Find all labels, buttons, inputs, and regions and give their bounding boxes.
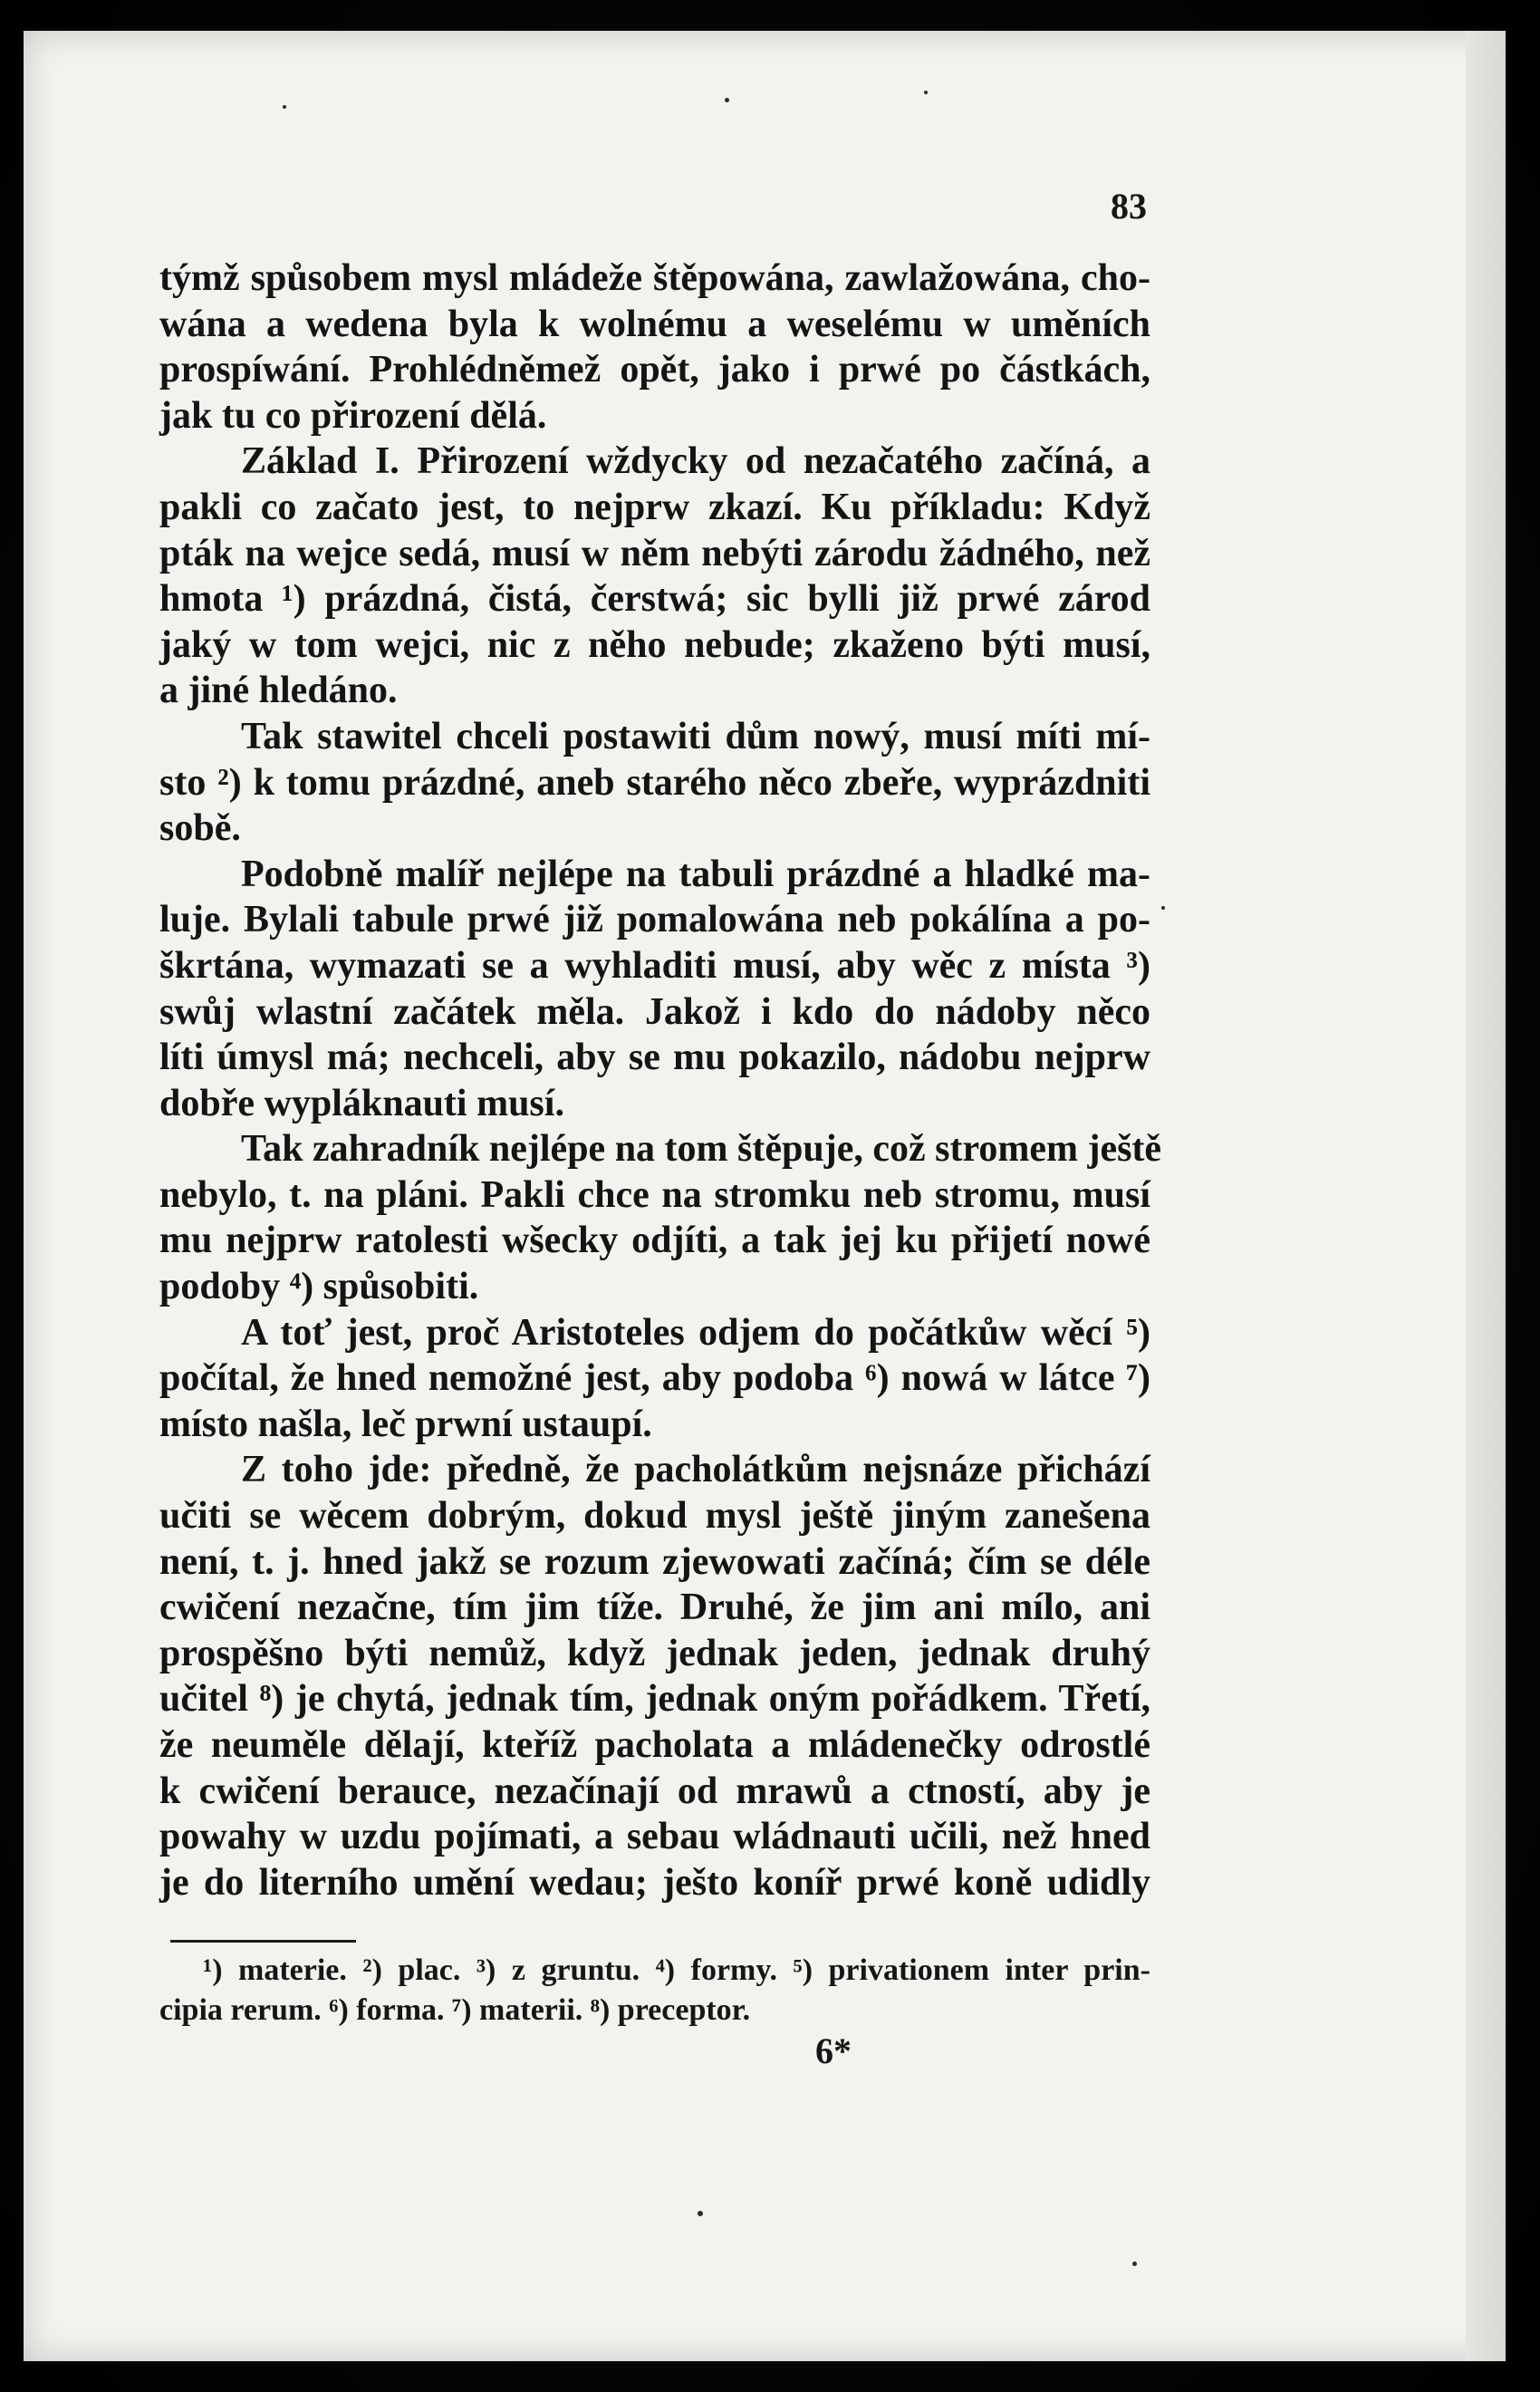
- text-line: powahy w uzdu pojímati, a sebau wládnauti učili, než hned: [159, 1816, 1150, 1858]
- text-line: učiti se wěcem dobrým, dokud mysl ještě jiným zanešena: [159, 1495, 1150, 1538]
- text-line: prospěšno býti nemůž, když jednak jeden, jednak druhý: [159, 1632, 1150, 1674]
- text-line: jak tu co přirození dělá.: [159, 394, 547, 437]
- text-line: A toť jest, proč Aristoteles odjem do počátkůw wěcí ⁵): [241, 1311, 1150, 1354]
- footnote-line: cipia rerum. ⁶) forma. ⁷) materii. ⁸) preceptor.: [159, 1993, 751, 2027]
- text-line: Tak zahradník nejlépe na tom štěpuje, což stromem ještě: [241, 1128, 1162, 1171]
- speck: [283, 105, 286, 109]
- text-line: mu nejprw ratolesti wšecky odjíti, a tak jej ku přijetí nowé: [159, 1220, 1150, 1262]
- text-line: je do literního umění wedau; ješto koníř prwé koně udidly: [159, 1861, 1150, 1904]
- text-line: sobě.: [159, 807, 241, 850]
- text-line: týmž spůsobem mysl mládeže štěpowána, zawlažowána, cho-: [159, 257, 1150, 299]
- page-number: 83: [1111, 186, 1147, 227]
- footnotes: [159, 1951, 1150, 2030]
- text-line: sto ²) k tomu prázdné, aneb starého něco zbeře, wyprázdniti: [159, 761, 1150, 804]
- footnote-line: ¹) materie. ²) plac. ³) z gruntu. ⁴) formy. ⁵) privationem inter prin-: [203, 1953, 1150, 1987]
- text-line: Z toho jde: předně, že pacholátkům nejsnáze přichází: [241, 1449, 1150, 1491]
- speck: [725, 98, 729, 102]
- text-line: že neuměle dělají, kteříž pacholata a mládenečky odrostlé: [159, 1724, 1150, 1766]
- signature-mark: 6*: [815, 2030, 852, 2071]
- text-line: Tak stawitel chceli postawiti dům nowý, musí míti mí-: [241, 715, 1150, 757]
- text-line: učitel ⁸) je chytá, jednak tím, jednak oným pořádkem. Třetí,: [159, 1678, 1150, 1721]
- text-line: wána a wedena byla k wolnému a weselému w uměních: [159, 303, 1150, 345]
- text-line: cwičení nezačne, tím jim tíže. Druhé, že jim ani mílo, ani: [159, 1587, 1150, 1629]
- speck: [1132, 2262, 1137, 2266]
- text-line: luje. Bylali tabule prwé již pomalowána neb pokálína a po-: [159, 899, 1150, 941]
- text-line: není, t. j. hned jakž se rozum zjewowati začíná; čím se déle: [159, 1540, 1150, 1583]
- text-line: pakli co začato jest, to nejprw zkazí. Ku příkladu: Když: [159, 486, 1150, 528]
- footnote-rule: [170, 1940, 356, 1943]
- text-line: a jiné hledáno.: [159, 670, 398, 712]
- text-line: dobře wypláknauti musí.: [159, 1082, 564, 1124]
- text-line: Základ I. Přirození wždycky od nezačatého začíná, a: [241, 440, 1150, 483]
- text-line: podoby ⁴) spůsobiti.: [159, 1266, 479, 1308]
- body-text: [159, 256, 1162, 1905]
- text-line: k cwičení berauce, nezačínají od mrawů a ctností, aby je: [159, 1770, 1150, 1812]
- text-line: pták na wejce sedá, musí w něm nebýti zárodu žádného, než: [159, 532, 1150, 574]
- speck: [924, 91, 928, 94]
- speck: [1161, 906, 1165, 910]
- text-line: počítal, že hned nemožné jest, aby podoba ⁶) nowá w látce ⁷): [159, 1357, 1150, 1400]
- text-line: Podobně malíř nejlépe na tabuli prázdné a hladké ma-: [241, 853, 1150, 895]
- text-line: jaký w tom wejci, nic z něho nebude; zkaženo býti musí,: [159, 623, 1150, 666]
- text-line: místo našla, leč prwní ustaupí.: [159, 1403, 652, 1445]
- text-line: líti úmysl má; nechceli, aby se mu pokazilo, nádobu nejprw: [159, 1037, 1150, 1079]
- text-line: hmota ¹) prázdná, čistá, čerstwá; sic bylli již prwé zárod: [159, 578, 1150, 621]
- speck: [698, 2211, 703, 2216]
- text-line: swůj wlastní začátek měla. Jakož i kdo do nádoby něco: [159, 990, 1150, 1033]
- text-line: prospíwání. Prohlédněmež opět, jako i prwé po částkách,: [159, 349, 1150, 391]
- page-edge: [1466, 31, 1506, 2361]
- text-line: nebylo, t. na pláni. Pakli chce na stromku neb stromu, musí: [159, 1173, 1150, 1216]
- text-line: škrtána, wymazati se a wyhladiti musí, aby wěc z místa ³): [159, 944, 1150, 987]
